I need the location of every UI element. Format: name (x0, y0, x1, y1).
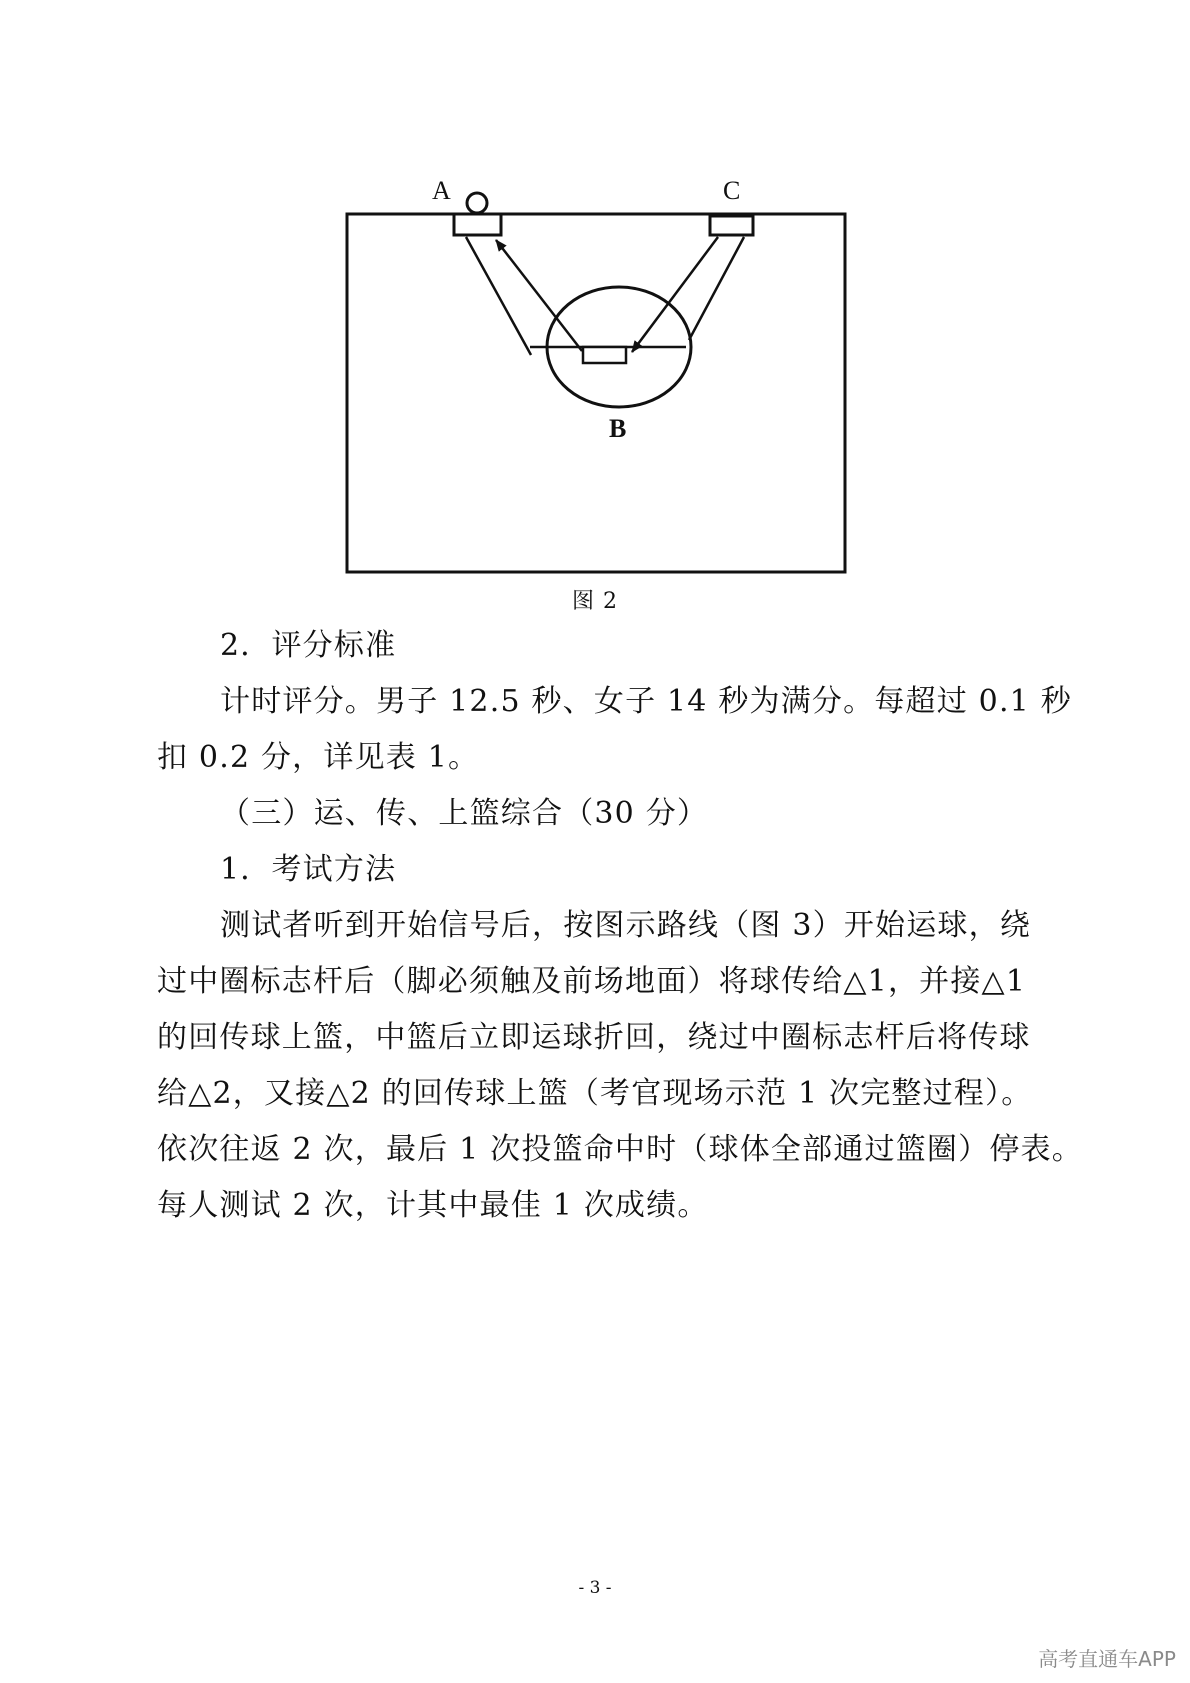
method-heading: 1．考试方法 (220, 852, 397, 887)
path-c-outer (689, 237, 744, 340)
court-diagram (0, 0, 1190, 620)
paragraph-line: 的回传球上篮，中篮后立即运球折回，绕过中圈标志杆后将传球 (157, 1020, 1031, 1055)
box-c (710, 216, 753, 235)
paragraph-line: 过中圈标志杆后（脚必须触及前场地面）将球传给△1，并接△1 (157, 964, 1027, 999)
label-c: C (723, 176, 741, 205)
path-a-inner-arrow (496, 240, 582, 351)
paragraph-line: 测试者听到开始信号后，按图示路线（图 3）开始运球，绕 (220, 908, 1032, 943)
paragraph-line: 依次往返 2 次，最后 1 次投篮命中时（球体全部通过篮圈）停表。 (157, 1132, 1083, 1167)
page-number: - 3 - (578, 1578, 612, 1598)
watermark: 高考直通车APP (1038, 1647, 1176, 1671)
paragraph-line: 计时评分。男子 12.5 秒、女子 14 秒为满分。每超过 0.1 秒 (220, 684, 1072, 719)
section-heading: （三）运、传、上篮综合（30 分） (220, 796, 709, 831)
paragraph-line: 给△2，又接△2 的回传球上篮（考官现场示范 1 次完整过程）。 (157, 1076, 1033, 1111)
paragraph-line: 每人测试 2 次，计其中最佳 1 次成绩。 (157, 1188, 709, 1223)
box-a (454, 214, 501, 235)
path-a-outer (466, 237, 531, 355)
center-marker-box (583, 347, 626, 363)
figure-caption: 图 2 (572, 589, 618, 614)
label-a: A (432, 176, 451, 205)
label-b: B (609, 414, 627, 443)
court-boundary (347, 214, 845, 572)
scoring-heading: 2．评分标准 (220, 628, 397, 663)
ball-icon (467, 193, 487, 213)
court-diagram-svg (0, 0, 1190, 620)
paragraph-line: 扣 0.2 分，详见表 1。 (157, 740, 480, 775)
path-c-inner-arrow (632, 237, 718, 352)
